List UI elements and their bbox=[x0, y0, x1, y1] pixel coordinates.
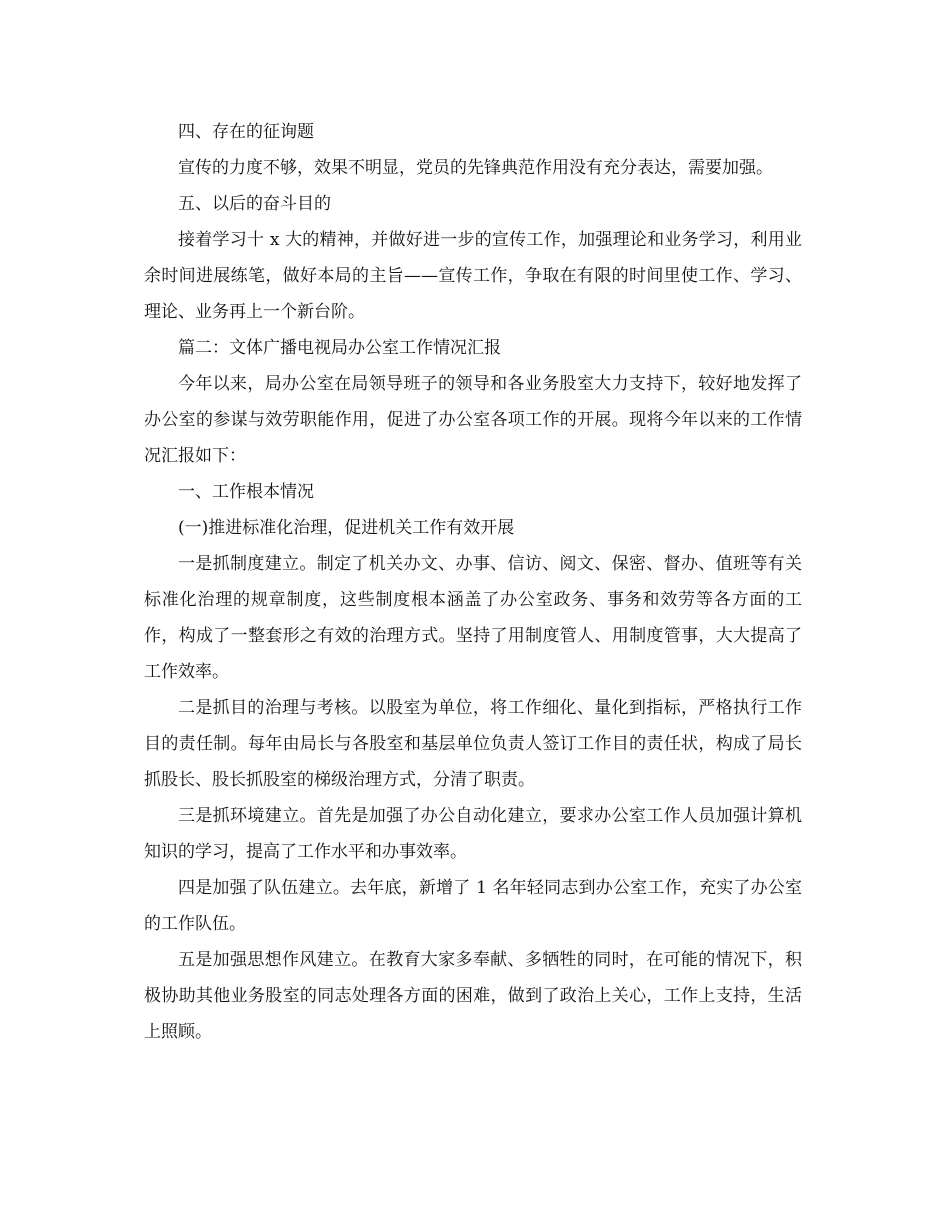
paragraph-publicity-weakness: 宣传的力度不够，效果不明显，党员的先锋典范作用没有充分表达，需要加强。 bbox=[178, 158, 773, 178]
heading-basic-situation: 一、工作根本情况 bbox=[178, 482, 314, 502]
paragraph-report-intro: 今年以来，局办公室在局领导班子的领导和各业务股室大力支持下，较好地发挥了办公室的参谋与效劳职能作用，促进了办公室各项工作的开展。现将今年以来的工作情况汇报如下： bbox=[144, 374, 802, 466]
paragraph-work-style: 五是加强思想作风建立。在教育大家多奉献、多牺牲的同时，在可能的情况下，积极协助其他业务股室的同志处理各方面的困难，做到了政治上关心，工作上支持，生活上照顾。 bbox=[144, 950, 802, 1042]
subheading-standardized-governance: (一)推进标准化治理，促进机关工作有效开展 bbox=[178, 518, 515, 538]
section-title-office-report: 篇二：文体广播电视局办公室工作情况汇报 bbox=[178, 338, 501, 358]
paragraph-system-building: 一是抓制度建立。制定了机关办文、办事、信访、阅文、保密、督办、值班等有关标准化治理的规章制度，这些制度根本涵盖了办公室政务、事务和效劳等各方面的工作，构成了一整套形之有效的治理方式。坚持了用制度管人、用制度管事，大大提高了工作效率。 bbox=[144, 554, 802, 682]
paragraph-future-goals: 接着学习十 x 大的精神，并做好进一步的宣传工作，加强理论和业务学习，利用业余时间进展练笔，做好本局的主旨——宣传工作，争取在有限的时间里使工作、学习、理论、业务再上一个新台阶。 bbox=[144, 230, 802, 322]
paragraph-target-management: 二是抓目的治理与考核。以股室为单位，将工作细化、量化到指标，严格执行工作目的责任制。每年由局长与各股室和基层单位负责人签订工作目的责任状，构成了局长抓股长、股长抓股室的梯级治理方式，分清了职责。 bbox=[144, 698, 802, 790]
paragraph-team-building: 四是加强了队伍建立。去年底，新增了 1 名年轻同志到办公室工作，充实了办公室的工作队伍。 bbox=[144, 878, 802, 934]
heading-existing-problems: 四、存在的征询题 bbox=[178, 122, 314, 142]
heading-future-goals: 五、以后的奋斗目的 bbox=[178, 194, 331, 214]
paragraph-environment-building: 三是抓环境建立。首先是加强了办公自动化建立，要求办公室工作人员加强计算机知识的学习，提高了工作水平和办事效率。 bbox=[144, 806, 802, 862]
